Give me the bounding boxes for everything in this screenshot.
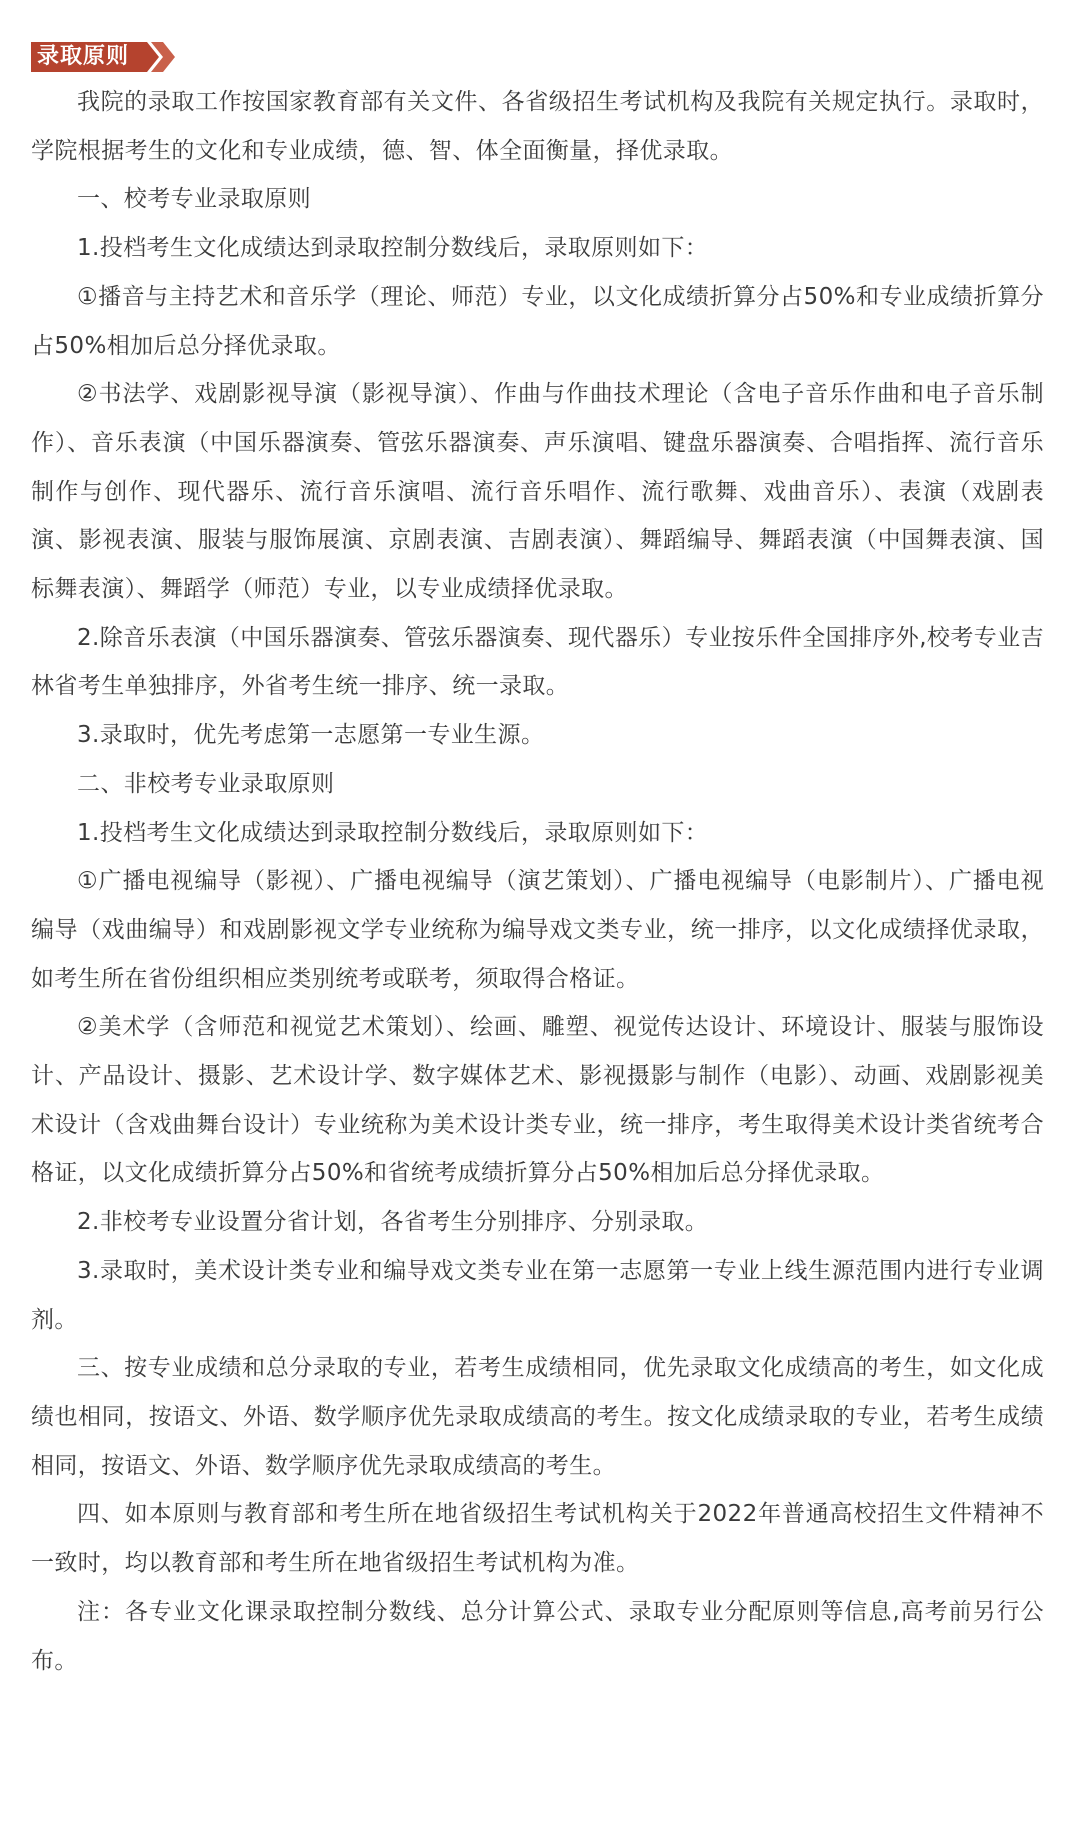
section-heading-2: 二、非校考专业录取原则	[77, 770, 335, 797]
section-heading-4: 四、如本原则与教育部和考生所在地省级招生考试机构关于2022年普通高校招生文件精神不一致时，均以教育部和考生所在地省级招生考试机构为准。	[31, 1501, 1044, 1577]
intro-paragraph: 我院的录取工作按国家教育部有关文件、各省级招生考试机构及我院有关规定执行。录取时，学院根据考生的文化和专业成绩，德、智、体全面衡量，择优录取。	[31, 89, 1044, 164]
rule-1-1-b: ②书法学、戏剧影视导演（影视导演）、作曲与作曲技术理论（含电子音乐作曲和电子音乐制作）、音乐表演（中国乐器演奏、管弦乐器演奏、声乐演唱、键盘乐器演奏、合唱指挥、流行音乐制作与创作、现代器乐、流行音乐演唱、流行音乐唱作、流行歌舞、戏曲音乐）、表演（戏剧表演、影视表演、服装与服饰展演、京剧表演、吉剧表演）、舞蹈编导、舞蹈表演（中国舞表演、国标舞表演）、舞蹈学（师范）专业，以专业成绩择优录取。	[31, 381, 1044, 603]
rule-2-1-a: ①广播电视编导（影视）、广播电视编导（演艺策划）、广播电视编导（电影制片）、广播电视编导（戏曲编导）和戏剧影视文学专业统称为编导戏文类专业，统一排序，以文化成绩择优录取，如考生所在省份组织相应类别统考或联考，须取得合格证。	[31, 868, 1044, 992]
rule-2-1-b: ②美术学（含师范和视觉艺术策划）、绘画、雕塑、视觉传达设计、环境设计、服装与服饰设计、产品设计、摄影、艺术设计学、数字媒体艺术、影视摄影与制作（电影）、动画、戏剧影视美术设计（含戏曲舞台设计）专业统称为美术设计类专业，统一排序，考生取得美术设计类省统考合格证，以文化成绩折算分占50%和省统考成绩折算分占50%相加后总分择优录取。	[31, 1014, 1044, 1187]
document-body	[31, 78, 1044, 1685]
rule-1-2: 2.除音乐表演（中国乐器演奏、管弦乐器演奏、现代器乐）专业按乐件全国排序外,校考专业吉林省考生单独排序，外省考生统一排序、统一录取。	[31, 624, 1044, 700]
rule-1-1: 1.投档考生文化成绩达到录取控制分数线后，录取原则如下：	[77, 235, 709, 262]
rule-1-3: 3.录取时，优先考虑第一志愿第一专业生源。	[77, 722, 545, 749]
note-paragraph: 注：各专业文化课录取控制分数线、总分计算公式、录取专业分配原则等信息,高考前另行公布。	[31, 1598, 1044, 1674]
document-page	[0, 42, 1080, 1835]
rule-2-1: 1.投档考生文化成绩达到录取控制分数线后，录取原则如下：	[77, 819, 709, 846]
rule-1-1-a: ①播音与主持艺术和音乐学（理论、师范）专业，以文化成绩折算分占50%和专业成绩折算分占50%相加后总分择优录取。	[31, 283, 1044, 359]
section-title-banner	[31, 42, 175, 72]
rule-2-3: 3.录取时，美术设计类专业和编导戏文类专业在第一志愿第一专业上线生源范围内进行专业调剂。	[31, 1257, 1044, 1333]
section-heading-3: 三、按专业成绩和总分录取的专业，若考生成绩相同，优先录取文化成绩高的考生，如文化成绩也相同，按语文、外语、数学顺序优先录取成绩高的考生。按文化成绩录取的专业，若考生成绩相同，按语文、外语、数学顺序优先录取成绩高的考生。	[31, 1355, 1044, 1479]
section-heading-1: 一、校考专业录取原则	[77, 186, 311, 213]
section-title: 录取原则	[37, 44, 130, 69]
rule-2-2: 2.非校考专业设置分省计划，各省考生分别排序、分别录取。	[77, 1209, 709, 1236]
